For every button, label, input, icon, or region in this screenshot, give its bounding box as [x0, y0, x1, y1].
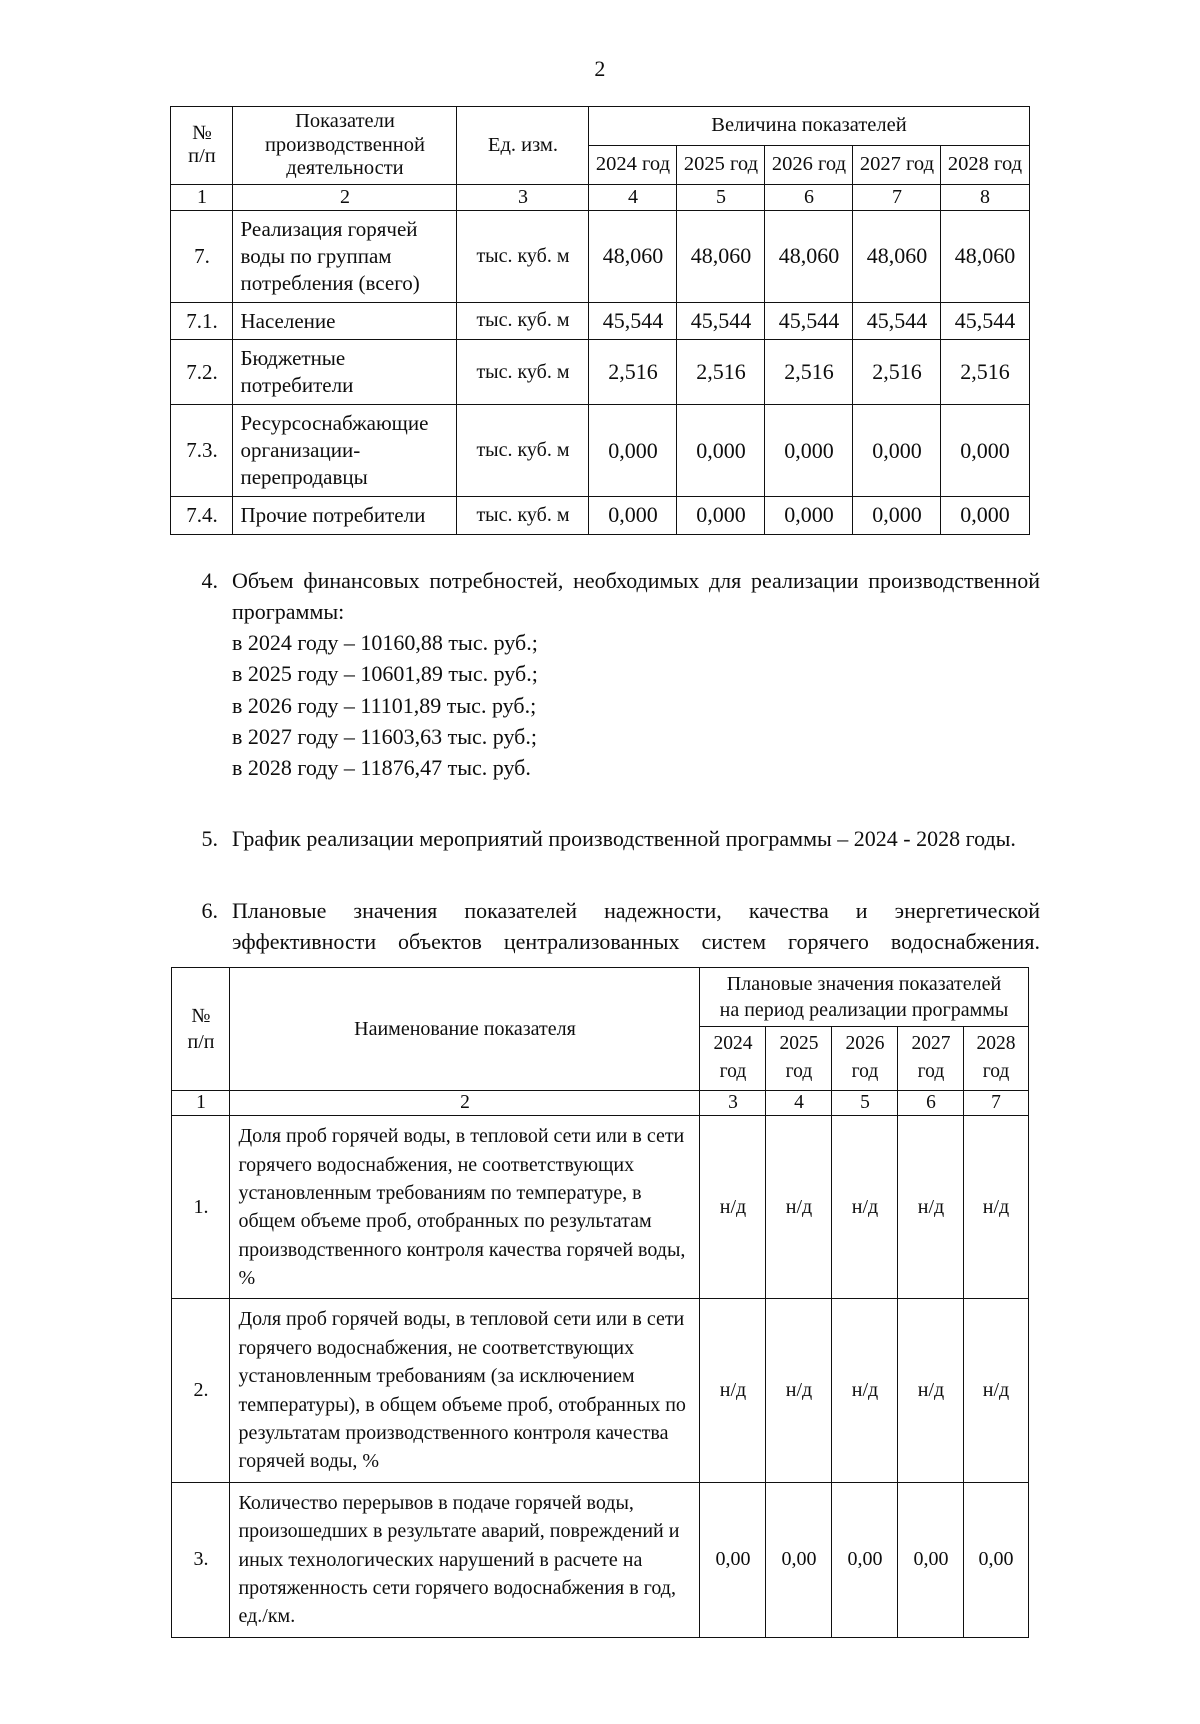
- row-unit: тыс. куб. м: [457, 340, 589, 405]
- row-value-2024: 48,060: [589, 210, 677, 302]
- header-year-2024: [700, 1026, 766, 1090]
- header-year-2026: 2026 год: [765, 145, 853, 184]
- section-5: [160, 823, 1040, 854]
- colnum-2: 2: [233, 184, 457, 210]
- row-value-2028: н/д: [964, 1299, 1028, 1482]
- header-year-2025: [766, 1026, 832, 1090]
- row-no: 2.: [172, 1299, 230, 1482]
- table-row: [172, 1299, 1028, 1482]
- header-year-2025-value: 2025: [779, 1032, 819, 1054]
- header-indicator-line3: деятельности: [286, 157, 404, 180]
- row-value-2028: 0,000: [941, 496, 1029, 534]
- row-value-2027: 0,00: [898, 1482, 964, 1637]
- row-value-2025: 0,000: [677, 405, 765, 497]
- header-year-2024-value: 2024: [713, 1032, 753, 1054]
- row-unit: тыс. куб. м: [457, 496, 589, 534]
- header-year-2025: 2025 год: [677, 145, 765, 184]
- table-row: [172, 1116, 1028, 1299]
- header-cell-planned-group: [700, 967, 1028, 1026]
- header-year-2028-suffix: год: [982, 1061, 1010, 1083]
- table-row: [171, 210, 1029, 302]
- colnum-1: 1: [171, 184, 233, 210]
- row-value-2025: 45,544: [677, 302, 765, 340]
- colnum-4: 4: [589, 184, 677, 210]
- header-cell-unit: Ед. изм.: [457, 107, 589, 185]
- row-name: Реализация горячей воды по группам потребления (всего): [233, 210, 457, 302]
- row-value-2024: 45,544: [589, 302, 677, 340]
- row-value-2024: 0,000: [589, 496, 677, 534]
- table-row: [171, 340, 1029, 405]
- section-4: [160, 565, 1040, 784]
- colnum-5: 5: [677, 184, 765, 210]
- row-value-2028: 45,544: [941, 302, 1029, 340]
- header-cell-indicator-name: Наименование показателя: [230, 967, 700, 1090]
- row-value-2026: 0,000: [765, 405, 853, 497]
- row-value-2028: 0,00: [964, 1482, 1028, 1637]
- header-year-2027-value: 2027: [911, 1032, 951, 1054]
- row-no: 7.: [171, 210, 233, 302]
- header-no-line1: №: [191, 1004, 211, 1027]
- header-year-2024: 2024 год: [589, 145, 677, 184]
- header-year-2028: 2028 год: [941, 145, 1029, 184]
- colnum-6: 6: [765, 184, 853, 210]
- row-value-2024: 0,000: [589, 405, 677, 497]
- header-year-2027: 2027 год: [853, 145, 941, 184]
- header-cell-no: [172, 967, 230, 1090]
- row-value-2027: 48,060: [853, 210, 941, 302]
- row-value-2026: 0,00: [832, 1482, 898, 1637]
- header-year-2025-suffix: год: [785, 1061, 813, 1083]
- row-value-2025: 0,00: [766, 1482, 832, 1637]
- row-value-2026: 0,000: [765, 496, 853, 534]
- row-name: Доля проб горячей воды, в тепловой сети или в сети горячего водоснабжения, не соответствующих установленным требованиям по температуре, в общем объеме проб, отобранных по результатам производственного контроля качества горячей воды, %: [230, 1116, 700, 1299]
- header-year-2028-value: 2028: [976, 1032, 1016, 1054]
- colnum-5: 5: [832, 1090, 898, 1116]
- row-value-2024: 2,516: [589, 340, 677, 405]
- section-4-line-2027: в 2027 году – 11603,63 тыс. руб.;: [232, 723, 537, 749]
- header-year-2028: [964, 1026, 1028, 1090]
- row-unit: тыс. куб. м: [457, 302, 589, 340]
- page-number: 2: [594, 56, 606, 81]
- header-cell-no: [171, 107, 233, 185]
- header-group-line2: на период реализации программы: [719, 998, 1009, 1021]
- row-value-2026: н/д: [832, 1299, 898, 1482]
- section-4-line-2025: в 2025 году – 10601,89 тыс. руб.;: [232, 661, 538, 687]
- row-no: 7.1.: [171, 302, 233, 340]
- section-4-line-2028: в 2028 году – 11876,47 тыс. руб.: [232, 755, 531, 781]
- table-header-row: [171, 107, 1029, 146]
- row-value-2027: н/д: [898, 1116, 964, 1299]
- row-value-2026: 48,060: [765, 210, 853, 302]
- section-5-number: 5.: [201, 826, 218, 852]
- header-cell-values-group: Величина показателей: [589, 107, 1029, 146]
- row-value-2024: 0,00: [700, 1482, 766, 1637]
- section-5-text: График реализации мероприятий производственной программы – 2024 - 2028 годы.: [232, 826, 1016, 852]
- colnum-3: 3: [457, 184, 589, 210]
- row-value-2026: н/д: [832, 1116, 898, 1299]
- header-indicator-line2: производственной: [264, 133, 425, 156]
- row-name: Количество перерывов в подаче горячей воды, произошедших в результате аварий, повреждений и иных технологических нарушений в расчете на протяженность сети горячего водоснабжения в год, ед./км.: [230, 1482, 700, 1637]
- row-value-2026: 2,516: [765, 340, 853, 405]
- header-group-line1: Плановые значения показателей: [726, 972, 1002, 995]
- row-value-2024: н/д: [700, 1116, 766, 1299]
- section-4-line-2024: в 2024 году – 10160,88 тыс. руб.;: [232, 630, 538, 656]
- column-number-row: [172, 1090, 1028, 1116]
- row-value-2028: н/д: [964, 1116, 1028, 1299]
- row-name: Бюджетные потребители: [233, 340, 457, 405]
- colnum-4: 4: [766, 1090, 832, 1116]
- planned-indicators-table: [171, 967, 1028, 1638]
- row-name: Доля проб горячей воды, в тепловой сети или в сети горячего водоснабжения, не соответствующих установленным требованиям (за исключением температуры), в общем объеме проб, отобранных по результатам производственного контроля качества горячей воды, %: [230, 1299, 700, 1482]
- section-4-number: 4.: [201, 567, 218, 593]
- row-value-2024: н/д: [700, 1299, 766, 1482]
- row-unit: тыс. куб. м: [457, 405, 589, 497]
- section-6: [160, 895, 1040, 957]
- row-no: 7.2.: [171, 340, 233, 405]
- row-name: Население: [233, 302, 457, 340]
- header-year-2026-value: 2026: [845, 1032, 885, 1054]
- row-no: 7.4.: [171, 496, 233, 534]
- production-indicators-table: [170, 106, 1029, 535]
- header-year-2027: [898, 1026, 964, 1090]
- table-row: [171, 405, 1029, 497]
- header-no-line2: п/п: [187, 1030, 215, 1053]
- header-indicator-line1: Показатели: [295, 110, 395, 132]
- table-header-row: [172, 967, 1028, 1026]
- header-year-2026: [832, 1026, 898, 1090]
- row-name: Ресурсоснабжающие организации-перепродавцы: [233, 405, 457, 497]
- section-6-number: 6.: [201, 897, 218, 923]
- row-no: 1.: [172, 1116, 230, 1299]
- row-value-2027: 0,000: [853, 496, 941, 534]
- row-value-2027: н/д: [898, 1299, 964, 1482]
- row-no: 3.: [172, 1482, 230, 1637]
- section-6-text: Плановые значения показателей надежности, качества и энергетической эффективности объектов централизованных систем горячего водоснабжения.: [232, 897, 1040, 954]
- row-value-2025: 48,060: [677, 210, 765, 302]
- colnum-6: 6: [898, 1090, 964, 1116]
- header-cell-indicator: [233, 107, 457, 185]
- colnum-8: 8: [941, 184, 1029, 210]
- header-year-2027-suffix: год: [917, 1061, 945, 1083]
- table-row: [171, 302, 1029, 340]
- row-value-2026: 45,544: [765, 302, 853, 340]
- row-value-2025: н/д: [766, 1299, 832, 1482]
- row-value-2025: 0,000: [677, 496, 765, 534]
- row-no: 7.3.: [171, 405, 233, 497]
- colnum-7: 7: [853, 184, 941, 210]
- row-value-2028: 2,516: [941, 340, 1029, 405]
- header-no-line1: №: [192, 121, 212, 144]
- row-value-2027: 0,000: [853, 405, 941, 497]
- colnum-7: 7: [964, 1090, 1028, 1116]
- row-value-2028: 48,060: [941, 210, 1029, 302]
- row-value-2027: 45,544: [853, 302, 941, 340]
- table-row: [171, 496, 1029, 534]
- header-year-2024-suffix: год: [719, 1061, 747, 1083]
- row-unit: тыс. куб. м: [457, 210, 589, 302]
- row-value-2025: 2,516: [677, 340, 765, 405]
- colnum-2: 2: [230, 1090, 700, 1116]
- colnum-1: 1: [172, 1090, 230, 1116]
- header-year-2026-suffix: год: [851, 1061, 879, 1083]
- row-value-2025: н/д: [766, 1116, 832, 1299]
- section-4-line-2026: в 2026 году – 11101,89 тыс. руб.;: [232, 692, 537, 718]
- row-value-2028: 0,000: [941, 405, 1029, 497]
- column-number-row: [171, 184, 1029, 210]
- row-name: Прочие потребители: [233, 496, 457, 534]
- header-no-line2: п/п: [188, 145, 216, 168]
- colnum-3: 3: [700, 1090, 766, 1116]
- section-4-text: Объем финансовых потребностей, необходимых для реализации производственной программы:: [232, 567, 1040, 624]
- row-value-2027: 2,516: [853, 340, 941, 405]
- table-row: [172, 1482, 1028, 1637]
